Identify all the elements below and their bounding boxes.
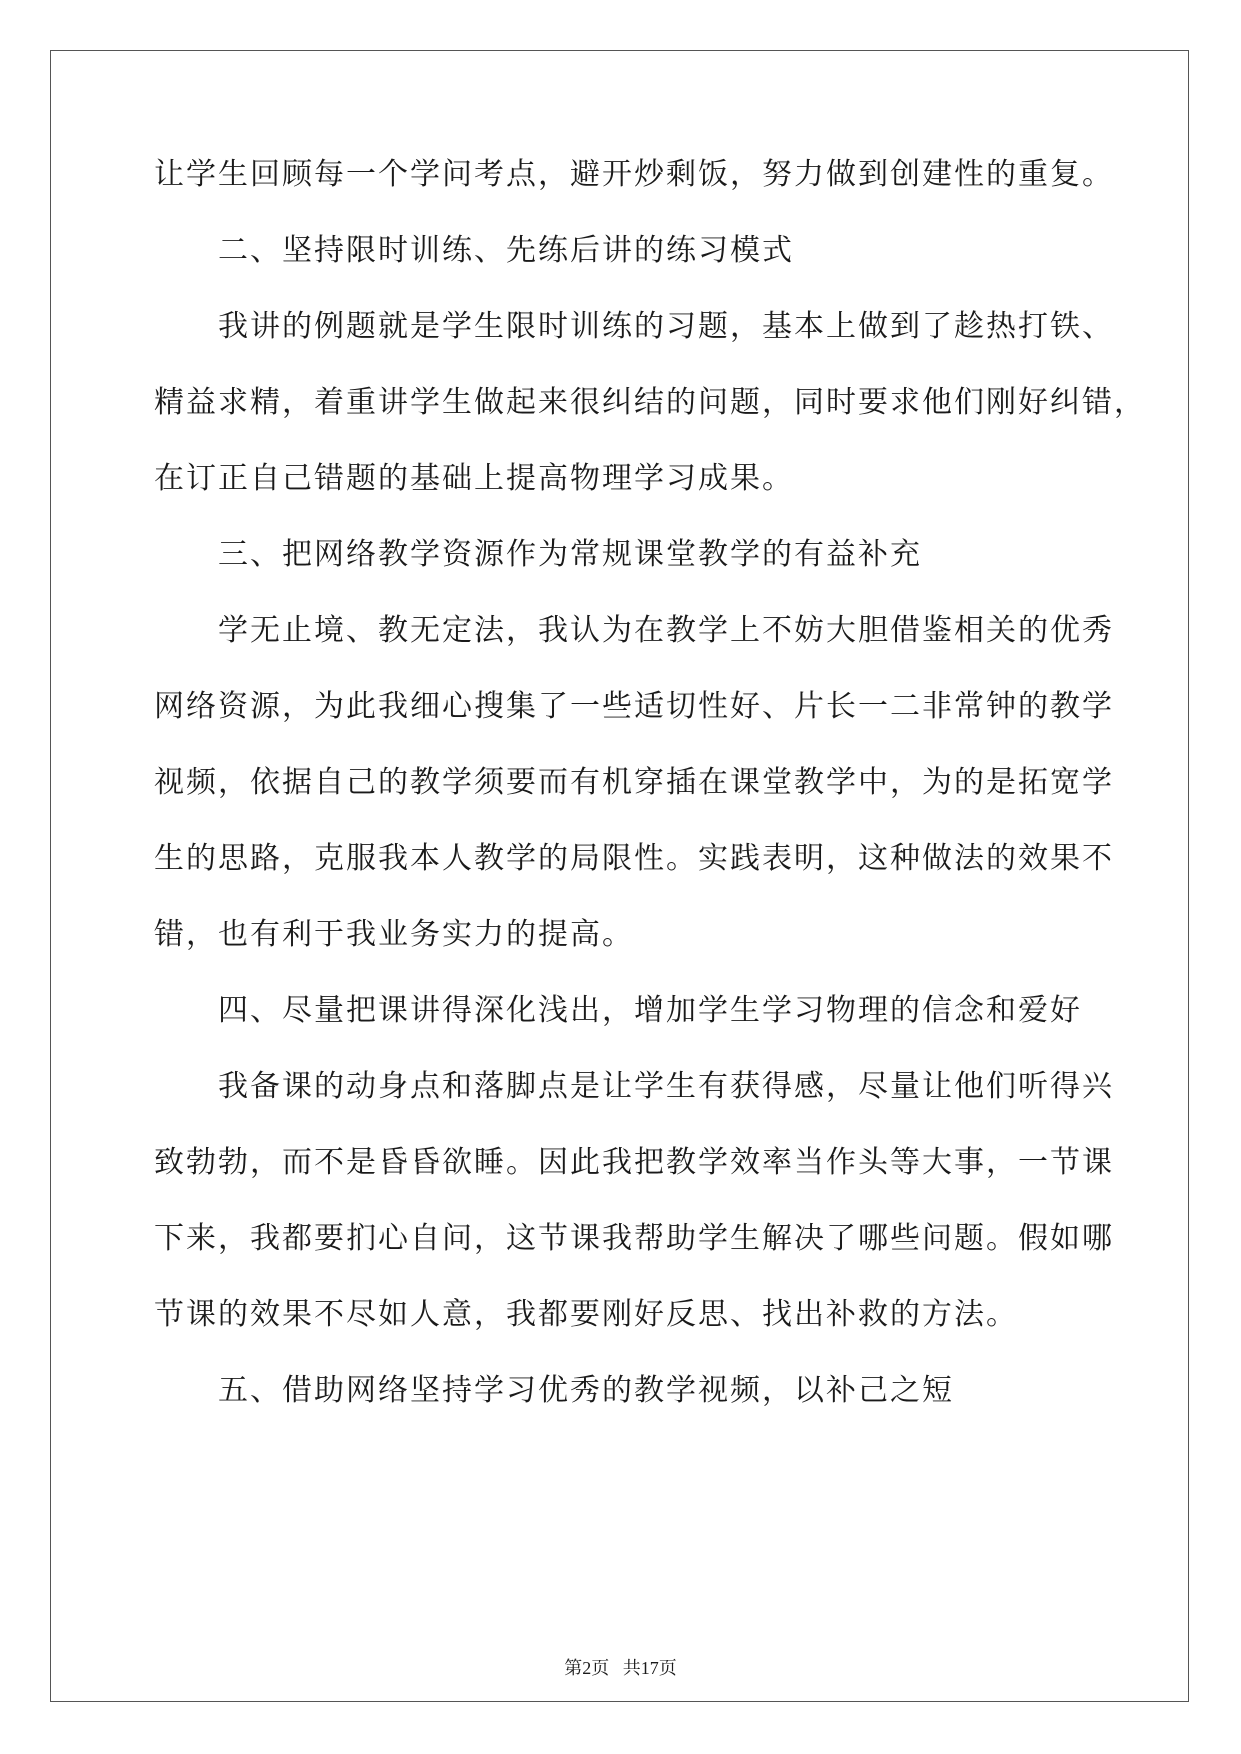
paragraph-line: 生的思路，克服我本人教学的局限性。实践表明，这种做法的效果不 — [154, 841, 1114, 876]
paragraph-line: 节课的效果不尽如人意，我都要刚好反思、找出补救的方法。 — [154, 1297, 1018, 1332]
paragraph-line: 让学生回顾每一个学问考点，避开炒剩饭，努力做到创建性的重复。 — [154, 157, 1114, 192]
page-number-footer: 第2页 共17页 — [564, 1658, 677, 1678]
paragraph-line: 错，也有利于我业务实力的提高。 — [154, 917, 634, 952]
paragraph-line: 下来，我都要扪心自问，这节课我帮助学生解决了哪些问题。假如哪 — [154, 1221, 1114, 1256]
paragraph-line: 致勃勃，而不是昏昏欲睡。因此我把教学效率当作头等大事，一节课 — [154, 1145, 1114, 1180]
paragraph-line: 网络资源，为此我细心搜集了一些适切性好、片长一二非常钟的教学 — [154, 689, 1114, 724]
section-heading-5: 五、借助网络坚持学习优秀的教学视频，以补己之短 — [218, 1373, 954, 1408]
paragraph-line: 我讲的例题就是学生限时训练的习题，基本上做到了趁热打铁、 — [218, 309, 1114, 344]
paragraph-line: 精益求精，着重讲学生做起来很纠结的问题，同时要求他们刚好纠错， — [154, 385, 1146, 420]
paragraph-line: 在订正自己错题的基础上提高物理学习成果。 — [154, 461, 794, 496]
paragraph-line: 学无止境、教无定法，我认为在教学上不妨大胆借鉴相关的优秀 — [218, 613, 1114, 648]
section-heading-3: 三、把网络教学资源作为常规课堂教学的有益补充 — [218, 537, 922, 572]
paragraph-line: 视频，依据自己的教学须要而有机穿插在课堂教学中，为的是拓宽学 — [154, 765, 1114, 800]
section-heading-2: 二、坚持限时训练、先练后讲的练习模式 — [218, 233, 794, 268]
paragraph-line: 我备课的动身点和落脚点是让学生有获得感，尽量让他们听得兴 — [218, 1069, 1114, 1104]
section-heading-4: 四、尽量把课讲得深化浅出，增加学生学习物理的信念和爱好 — [218, 993, 1082, 1028]
